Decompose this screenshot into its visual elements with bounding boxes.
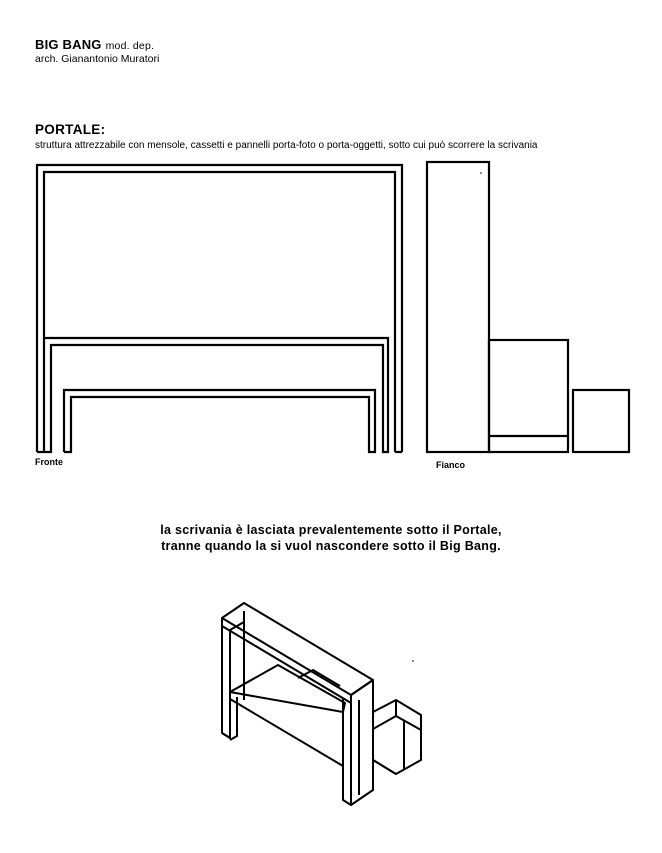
iso-left-leg [222, 626, 230, 738]
section-heading: PORTALE: [35, 122, 106, 137]
section-description: struttura attrezzabile con mensole, cassetti e pannelli porta-foto o porta-oggetti, sotto cui può scorrere la scrivania [35, 140, 538, 151]
architect-credit: arch. Gianantonio Muratori [35, 53, 160, 65]
front-view-label: Fronte [35, 457, 63, 467]
caption-line-2: tranne quando la si vuol nascondere sotto il Big Bang. [161, 539, 501, 553]
model-note: mod. dep. [105, 40, 155, 52]
iso-right-panel [351, 680, 373, 805]
caption-line-1: la scrivania è lasciata prevalentemente sotto il Portale, [160, 523, 502, 537]
product-name: BIG BANG [35, 37, 102, 52]
side-view-label: Fianco [436, 460, 466, 470]
